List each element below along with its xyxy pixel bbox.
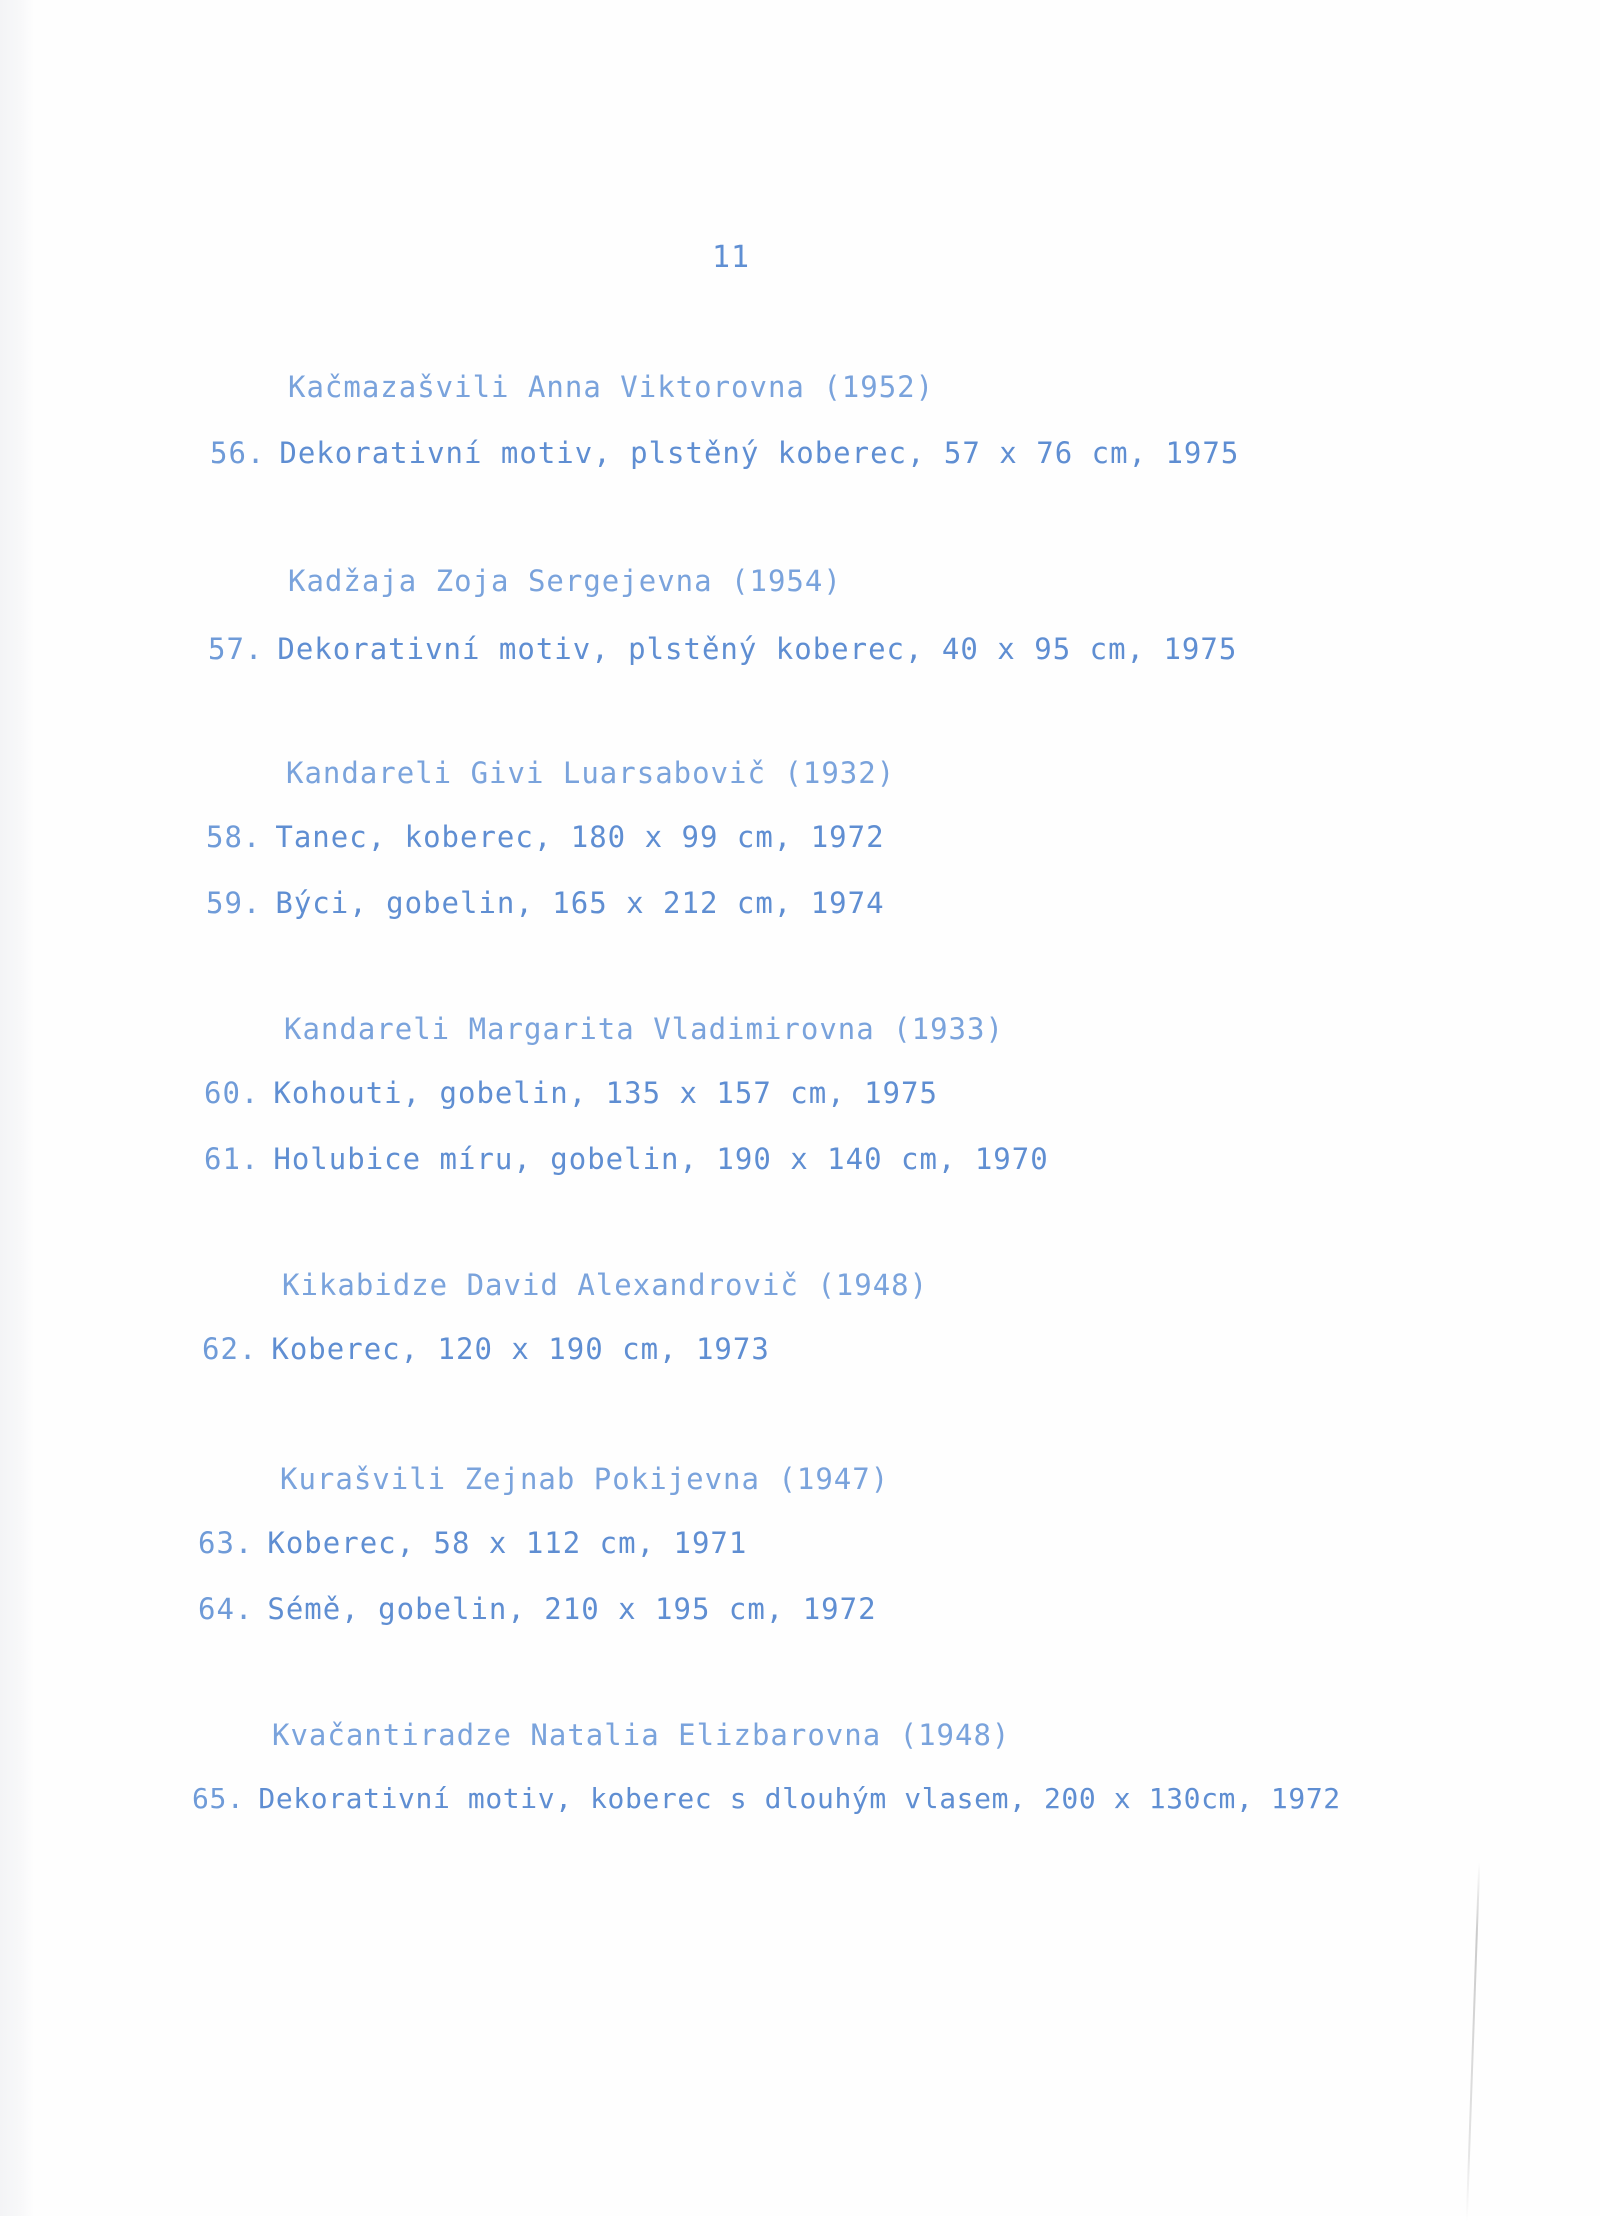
entry-text: Dekorativní motiv, koberec s dlouhým vlasem, 200 x 130cm, 1972 bbox=[258, 1782, 1341, 1815]
entry-text: Koberec, 120 x 190 cm, 1973 bbox=[271, 1332, 770, 1366]
entry-number: 61. bbox=[204, 1142, 260, 1176]
page-number: 11 bbox=[712, 240, 751, 275]
entry-number: 57. bbox=[208, 632, 264, 666]
author-heading: Kandareli Givi Luarsabovič (1932) bbox=[286, 756, 896, 790]
entry-text: Sémě, gobelin, 210 x 195 cm, 1972 bbox=[267, 1592, 877, 1626]
catalog-entry bbox=[198, 1592, 877, 1626]
entry-text: Kohouti, gobelin, 135 x 157 cm, 1975 bbox=[273, 1076, 938, 1110]
catalog-entry bbox=[198, 1526, 747, 1560]
entry-text: Holubice míru, gobelin, 190 x 140 cm, 1970 bbox=[273, 1142, 1049, 1176]
author-heading: Kikabidze David Alexandrovič (1948) bbox=[282, 1268, 929, 1302]
catalog-entry bbox=[204, 1076, 938, 1110]
catalog-entry bbox=[202, 1332, 770, 1366]
author-heading: Kadžaja Zoja Sergejevna (1954) bbox=[288, 564, 842, 598]
catalog-entry bbox=[206, 820, 885, 854]
entry-number: 59. bbox=[206, 886, 262, 920]
entry-text: Býci, gobelin, 165 x 212 cm, 1974 bbox=[275, 886, 885, 920]
entry-number: 58. bbox=[206, 820, 262, 854]
entry-text: Koberec, 58 x 112 cm, 1971 bbox=[267, 1526, 748, 1560]
entry-number: 62. bbox=[202, 1332, 258, 1366]
author-heading: Kandareli Margarita Vladimirovna (1933) bbox=[284, 1012, 1004, 1046]
catalog-entry bbox=[210, 436, 1239, 470]
author-heading: Kurašvili Zejnab Pokijevna (1947) bbox=[280, 1462, 890, 1496]
entry-text: Dekorativní motiv, plstěný koberec, 40 x 95 cm, 1975 bbox=[277, 632, 1238, 666]
paper-fold-line bbox=[1466, 1862, 1481, 2222]
entry-number: 56. bbox=[210, 436, 266, 470]
page-left-edge bbox=[0, 0, 34, 2216]
author-heading: Kačmazašvili Anna Viktorovna (1952) bbox=[288, 370, 935, 404]
entry-number: 64. bbox=[198, 1592, 254, 1626]
entry-text: Tanec, koberec, 180 x 99 cm, 1972 bbox=[275, 820, 885, 854]
catalog-entry bbox=[192, 1782, 1341, 1815]
entry-number: 65. bbox=[192, 1782, 245, 1815]
entry-text: Dekorativní motiv, plstěný koberec, 57 x 76 cm, 1975 bbox=[279, 436, 1240, 470]
catalog-entry bbox=[204, 1142, 1049, 1176]
entry-number: 60. bbox=[204, 1076, 260, 1110]
catalog-entry bbox=[206, 886, 885, 920]
entry-number: 63. bbox=[198, 1526, 254, 1560]
author-heading: Kvačantiradze Natalia Elizbarovna (1948) bbox=[272, 1718, 1011, 1752]
catalog-entry bbox=[208, 632, 1237, 666]
